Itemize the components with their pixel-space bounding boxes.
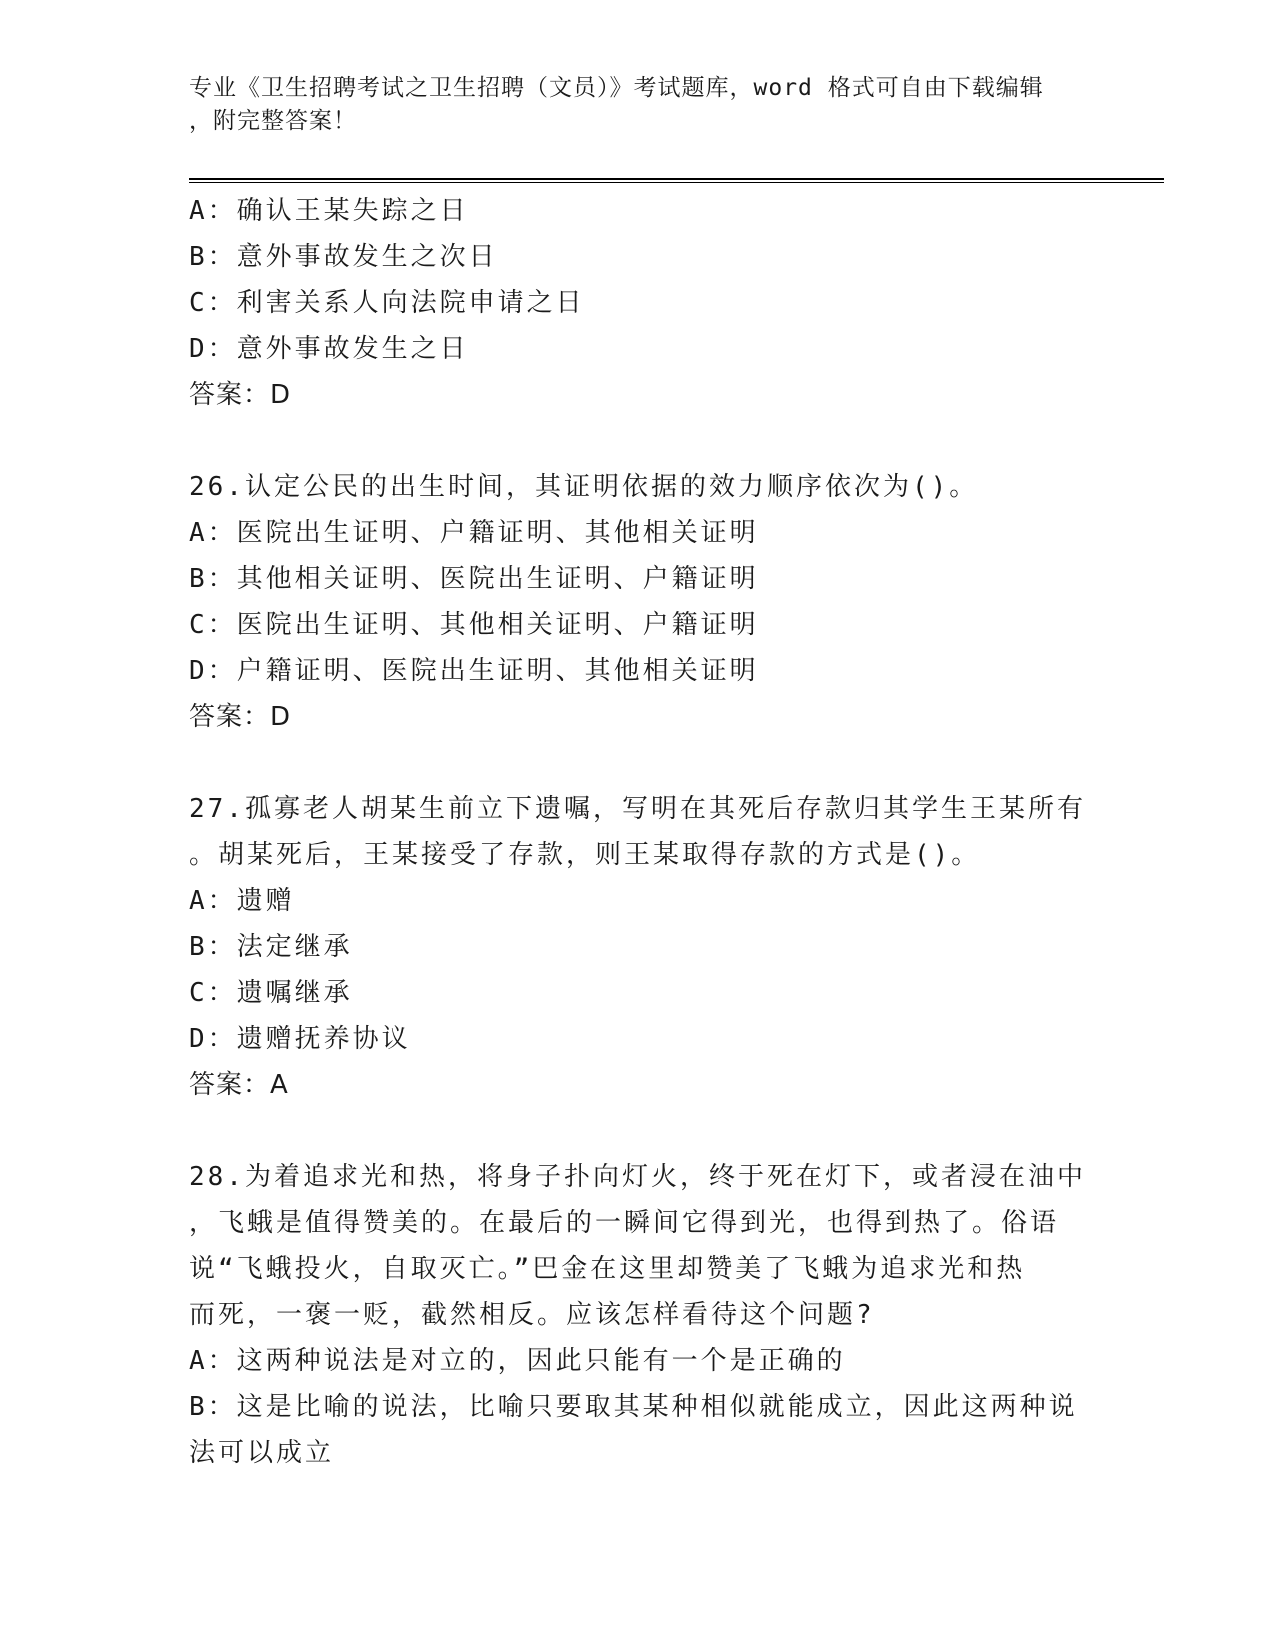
- answer-text: 答案：D: [189, 702, 292, 732]
- spacer: [189, 1108, 1089, 1154]
- question-25: [189, 188, 1089, 418]
- question-27: [189, 786, 1089, 1108]
- document-header: [189, 72, 1069, 138]
- option-b: B：意外事故发生之次日: [189, 242, 498, 272]
- spacer: [189, 740, 1089, 786]
- option-a: A：这两种说法是对立的，因此只能有一个是正确的: [189, 1346, 846, 1376]
- question-26: [189, 464, 1089, 740]
- answer-text: 答案：A: [189, 1070, 289, 1100]
- option-a: A：遗赠: [189, 886, 295, 916]
- header-line-1: 专业《卫生招聘考试之卫生招聘（文员）》考试题库，word 格式可自由下载编辑: [189, 75, 1044, 101]
- question-text-line-2: 。胡某死后，王某接受了存款，则王某取得存款的方式是()。: [189, 840, 981, 870]
- option-b-line-2: 法可以成立: [189, 1438, 335, 1468]
- spacer: [189, 418, 1089, 464]
- header-divider: [189, 178, 1164, 183]
- question-text: 26.认定公民的出生时间，其证明依据的效力顺序依次为()。: [189, 472, 979, 502]
- option-a: A：医院出生证明、户籍证明、其他相关证明: [189, 518, 759, 548]
- option-d: D：意外事故发生之日: [189, 334, 469, 364]
- question-content: [189, 188, 1089, 1476]
- option-a: A：确认王某失踪之日: [189, 196, 469, 226]
- option-c: C：遗嘱继承: [189, 978, 353, 1008]
- option-c: C：利害关系人向法院申请之日: [189, 288, 585, 318]
- option-b: B：其他相关证明、医院出生证明、户籍证明: [189, 564, 759, 594]
- option-b: B：法定继承: [189, 932, 353, 962]
- answer-text: 答案：D: [189, 380, 292, 410]
- option-c: C：医院出生证明、其他相关证明、户籍证明: [189, 610, 759, 640]
- question-text-line-1: 27.孤寡老人胡某生前立下遗嘱，写明在其死后存款归其学生王某所有: [189, 794, 1086, 824]
- option-d: D：户籍证明、医院出生证明、其他相关证明: [189, 656, 759, 686]
- question-text-line-3: 说“飞蛾投火，自取灭亡。”巴金在这里却赞美了飞蛾为追求光和热: [189, 1254, 1026, 1284]
- question-28: [189, 1154, 1089, 1476]
- question-text-line-4: 而死，一褒一贬，截然相反。应该怎样看待这个问题?: [189, 1300, 875, 1330]
- option-d: D：遗赠抚养协议: [189, 1024, 411, 1054]
- question-text-line-1: 28.为着追求光和热，将身子扑向灯火，终于死在灯下，或者浸在油中: [189, 1162, 1086, 1192]
- question-text-line-2: ，飞蛾是值得赞美的。在最后的一瞬间它得到光，也得到热了。俗语: [189, 1208, 1060, 1238]
- header-line-2: ，附完整答案！: [189, 108, 357, 134]
- option-b-line-1: B：这是比喻的说法，比喻只要取其某种相似就能成立，因此这两种说: [189, 1392, 1078, 1422]
